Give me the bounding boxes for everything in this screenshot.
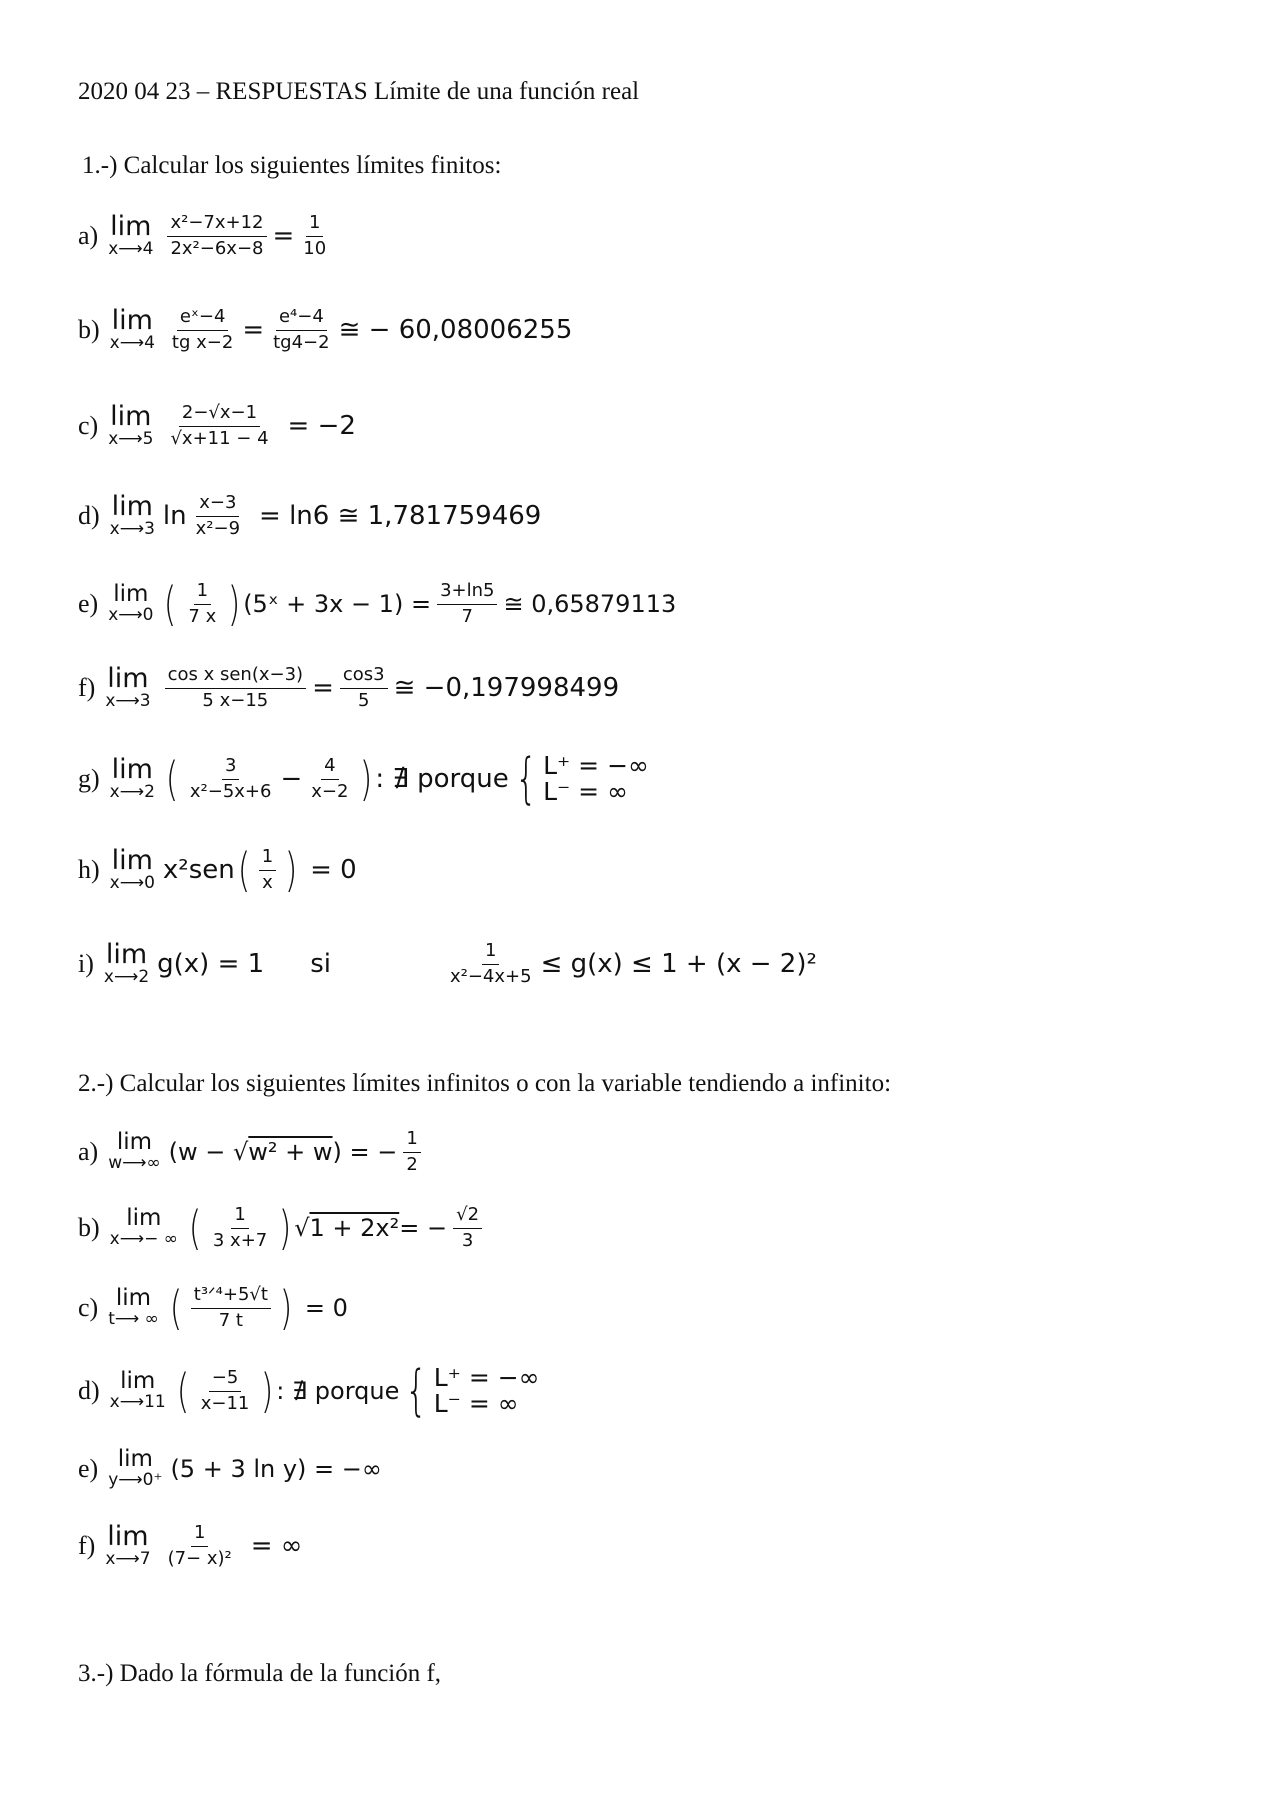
result-fraction: $\frac{\text{e⁴−4}}{tg4-2}$ — [273, 306, 330, 353]
item-label: e) — [78, 1454, 99, 1484]
expression: (w − √ — [168, 1138, 249, 1166]
fraction: $\frac{\text{cos x sen(x−3)}}{5 x-15}$ — [165, 664, 306, 712]
item-2f — [78, 1522, 302, 1570]
fraction: $\frac{1}{\text{(7− x)²}}$ — [167, 1522, 232, 1569]
limit-operator: lim x⟶0 — [109, 844, 155, 893]
radicand: 1 + 2x² — [309, 1214, 400, 1242]
minus-sign: − — [280, 764, 303, 794]
item-1g: g) lim x⟶2 ( $\frac{3}{\text{x²−5x+6}}$ − $\frac{4}{x-2}$ ) : ∄ porque { L⁺ = −∞ L⁻ = ∞ — [78, 747, 649, 810]
item-label: f) — [78, 1531, 96, 1560]
conclusion: : ∄ porque — [375, 764, 509, 794]
document-title: 2020 04 23 – RESPUESTAS Límite de una función real — [78, 78, 640, 105]
limit-operator: lim x⟶3 — [109, 490, 155, 539]
item-label: h) — [78, 855, 100, 884]
limit-operator: lim w⟶∞ — [108, 1128, 161, 1173]
function-name: ln — [162, 501, 187, 531]
item-label: c) — [78, 1293, 99, 1322]
limit-operator: lim x⟶− ∞ — [109, 1204, 178, 1249]
limit-operator: lim x⟶4 — [108, 210, 154, 259]
section-1-heading: 1.-) Calcular los siguientes límites finitos: — [82, 152, 502, 179]
approximation: ≅ −0,197998499 — [393, 673, 620, 703]
fraction: $\frac{1}{7 x}$ — [188, 580, 217, 627]
limit-operator: lim x⟶0 — [108, 580, 154, 625]
result-fraction: $\frac{1}{2}$ — [403, 1128, 420, 1176]
fraction: $\frac{-5}{x-11}$ — [200, 1367, 250, 1414]
item-1i — [78, 940, 817, 988]
item-label: c) — [78, 411, 99, 440]
result: = −2 — [287, 411, 356, 441]
result-fraction: $\frac{3+\ln 5}{7}$ — [437, 580, 497, 628]
expression: (5 + 3 ln y) = −∞ — [170, 1455, 382, 1484]
limit-operator: lim x⟶4 — [109, 304, 155, 353]
limit-operator: lim t⟶ ∞ — [108, 1284, 159, 1329]
expression: g(x) = 1 — [157, 949, 265, 979]
result-fraction: $\frac{\cos 3}{5}$ — [340, 664, 388, 712]
limit-operator: lim x⟶2 — [109, 753, 155, 802]
item-label: d) — [78, 1376, 100, 1405]
result: = 0 — [310, 855, 357, 885]
item-1c — [78, 402, 356, 450]
item-label: d) — [78, 501, 100, 530]
result: = ln6 ≅ 1,781759469 — [259, 501, 542, 531]
item-label: b) — [78, 315, 100, 344]
fraction: $\frac{3}{\text{x²−5x+6}}$ — [189, 755, 272, 802]
item-1b — [78, 306, 572, 354]
fraction: $\frac{1}{3 x+7}$ — [212, 1204, 268, 1251]
conclusion: : ∄ porque — [276, 1377, 400, 1405]
cases: L⁺ = −∞ L⁻ = ∞ — [543, 750, 649, 806]
fraction: $\frac{2-√x-1}{√x+11 - 4}$ — [170, 402, 269, 449]
item-label: a) — [78, 1137, 99, 1166]
section-3-heading: 3.-) Dado la fórmula de la función f, — [78, 1660, 442, 1687]
limit-operator: lim x⟶3 — [105, 662, 151, 711]
limit-operator: lim x⟶2 — [103, 938, 150, 987]
item-label: g) — [78, 764, 100, 793]
fraction: $\frac{4}{x-2}$ — [311, 755, 349, 802]
item-2c: c) lim t⟶ ∞ ( $\frac{\text{t³ᐟ⁴+5√t}}{7 t}$ ) = 0 — [78, 1281, 348, 1335]
item-2a — [78, 1128, 427, 1176]
item-label: f) — [78, 673, 96, 702]
fraction: $\frac{1}{\text{x²−4x+5}}$ — [449, 940, 532, 987]
limit-operator: lim x⟶7 — [105, 1520, 151, 1569]
item-1f — [78, 664, 619, 712]
limit-operator: lim x⟶5 — [108, 400, 154, 449]
equals-sign: = — [312, 673, 334, 703]
cases: L⁺ = −∞ L⁻ = ∞ — [433, 1362, 540, 1418]
item-label: e) — [78, 589, 99, 618]
limit-operator: lim y⟶0⁺ — [108, 1446, 163, 1490]
item-label: a) — [78, 221, 99, 250]
result-fraction: $\frac{1}{10}$ — [303, 212, 327, 259]
fraction: $\frac{\text{x²−7x+12}}{\text{2x²−6x−8}}$ — [167, 212, 266, 260]
item-1d — [78, 492, 541, 540]
condition-word: si — [310, 949, 331, 979]
result-fraction: $\frac{√2}{3}$ — [453, 1204, 482, 1252]
item-2e — [78, 1448, 382, 1491]
expression: x²sen — [162, 855, 235, 885]
expression: √ — [294, 1214, 310, 1242]
expression: (5ˣ + 3x − 1) = — [243, 590, 432, 618]
limit-operator: lim x⟶11 — [109, 1367, 166, 1412]
item-1h: h) lim x⟶0 x²sen ( $\frac{1}{x}$ ) = 0 — [78, 843, 357, 897]
item-2b: b) lim x⟶− ∞ ( $\frac{1}{3 x+7}$ ) √ 1 + 2x² = − $\frac{√2}{3}$ — [78, 1204, 488, 1252]
inequality: ≤ g(x) ≤ 1 + (x − 2)² — [540, 949, 817, 979]
expression: ) = − — [332, 1138, 398, 1166]
fraction: $\frac{x-3}{\text{x²−9}}$ — [195, 492, 241, 539]
radicand: w² + w — [248, 1138, 333, 1166]
item-2d: d) lim x⟶11 ( $\frac{-5}{x-11}$ ) : ∄ porque { L⁺ = −∞ L⁻ = ∞ — [78, 1359, 540, 1422]
item-label: b) — [78, 1213, 100, 1242]
item-1a — [78, 212, 335, 260]
equals-sign: = — [272, 221, 295, 251]
item-1e: e) lim x⟶0 ( $\frac{1}{7 x}$ ) (5ˣ + 3x − 1) = $\frac{3+\ln 5}{7}$ ≅ 0,65879113 — [78, 577, 677, 631]
result: = 0 — [304, 1294, 348, 1322]
approximation: ≅ − 60,08006255 — [338, 315, 573, 345]
fraction: $\frac{\text{eˣ−4}}{\text{tg x−2}}$ — [171, 306, 234, 353]
expression: = − — [399, 1214, 448, 1242]
result: = ∞ — [250, 1531, 303, 1561]
fraction: $\frac{\text{t³ᐟ⁴+5√t}}{7 t}$ — [191, 1284, 271, 1332]
section-2-heading: 2.-) Calcular los siguientes límites infinitos o con la variable tendiendo a infinito: — [78, 1070, 892, 1097]
item-label: i) — [78, 949, 94, 978]
fraction: $\frac{1}{x}$ — [259, 846, 276, 894]
equals-sign: = — [242, 315, 265, 345]
approximation: ≅ 0,65879113 — [503, 590, 677, 618]
